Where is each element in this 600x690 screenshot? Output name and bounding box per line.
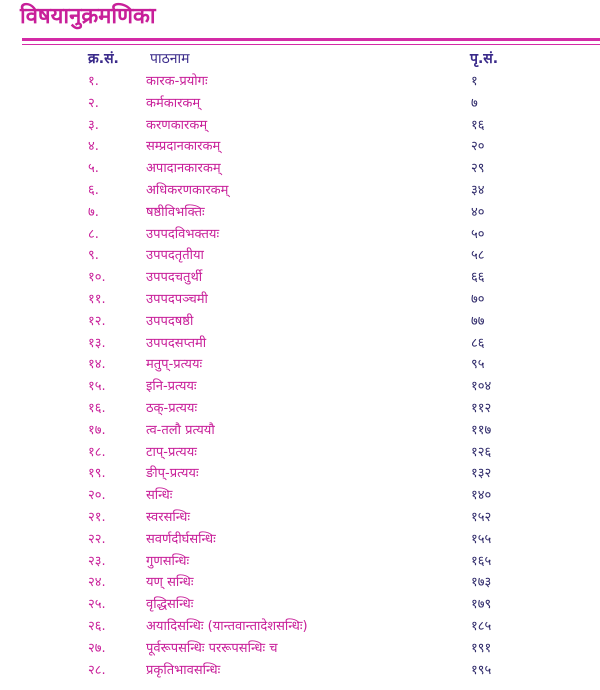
page-number: १३२ <box>471 466 492 482</box>
serial-number: २. <box>88 95 99 111</box>
lesson-name: अपादानकारकम् <box>146 161 221 177</box>
serial-number: २२. <box>88 531 106 547</box>
list-item[interactable] <box>0 376 600 398</box>
page-title: विषयानुक्रमणिका <box>20 4 156 29</box>
page-number: ३४ <box>471 182 485 198</box>
page-number: ६६ <box>471 270 485 286</box>
serial-number: १३. <box>88 335 106 351</box>
list-item[interactable] <box>0 289 600 311</box>
list-item[interactable] <box>0 71 600 93</box>
serial-number: १७. <box>88 422 106 438</box>
page-number: ५० <box>471 226 485 242</box>
page-number: १२६ <box>471 444 492 460</box>
contents-list <box>0 71 600 681</box>
list-item[interactable] <box>0 311 600 333</box>
list-item[interactable] <box>0 158 600 180</box>
serial-number: २४. <box>88 575 106 591</box>
page-number: ७७ <box>471 313 485 329</box>
serial-number: २३. <box>88 553 106 569</box>
header-lesson-name: पाठनाम <box>150 51 190 67</box>
title-underline-thin <box>22 44 600 45</box>
lesson-name: कारक-प्रयोगः <box>146 74 208 89</box>
page-number: १६ <box>471 117 485 133</box>
list-item[interactable] <box>0 224 600 246</box>
page-number: ११७ <box>471 422 492 438</box>
list-item[interactable] <box>0 136 600 158</box>
lesson-name: इनि-प्रत्ययः <box>146 379 197 395</box>
serial-number: १९. <box>88 466 106 482</box>
serial-number: ९. <box>88 248 99 264</box>
serial-number: २१. <box>88 509 106 525</box>
lesson-name: षष्ठीविभक्तिः <box>146 204 205 220</box>
lesson-name: ठक्-प्रत्ययः <box>146 400 198 416</box>
lesson-name: करणकारकम् <box>146 117 208 133</box>
lesson-name: यण् सन्धिः <box>146 575 194 591</box>
list-item[interactable] <box>0 354 600 376</box>
lesson-name: वृद्धिसन्धिः <box>146 597 194 613</box>
list-item[interactable] <box>0 660 600 682</box>
lesson-name: स्वरसन्धिः <box>146 509 190 525</box>
page-number: ९५ <box>471 357 485 373</box>
list-item[interactable] <box>0 202 600 224</box>
page-number: १९५ <box>471 662 492 678</box>
page-number: १५५ <box>471 531 492 547</box>
list-item[interactable] <box>0 507 600 529</box>
list-item[interactable] <box>0 442 600 464</box>
page-number: ७० <box>471 291 485 307</box>
serial-number: १६. <box>88 400 106 416</box>
lesson-name: उपपदतृतीया <box>146 248 204 264</box>
header-page-number: पृ.सं. <box>470 51 499 67</box>
list-item[interactable] <box>0 93 600 115</box>
serial-number: १०. <box>88 270 106 286</box>
page-number: १९१ <box>471 640 492 656</box>
list-item[interactable] <box>0 245 600 267</box>
list-item[interactable] <box>0 267 600 289</box>
title-underline <box>22 38 600 41</box>
lesson-name: उपपदविभक्तयः <box>146 226 220 242</box>
list-item[interactable] <box>0 333 600 355</box>
page-number: २० <box>471 139 485 155</box>
lesson-name: प्रकृतिभावसन्धिः <box>146 662 221 678</box>
serial-number: १५. <box>88 379 106 395</box>
list-item[interactable] <box>0 180 600 202</box>
serial-number: ७. <box>88 204 99 220</box>
page-number: ४० <box>471 204 485 220</box>
lesson-name: ङीप्-प्रत्ययः <box>146 466 199 482</box>
serial-number: ३. <box>88 117 99 133</box>
serial-number: ११. <box>88 291 106 307</box>
lesson-name: अयादिसन्धिः (यान्तवान्तादेशसन्धिः) <box>146 618 308 634</box>
lesson-name: त्व-तलौ प्रत्ययौ <box>146 422 215 438</box>
serial-number: १४. <box>88 357 106 373</box>
page-number: १७३ <box>471 575 492 591</box>
lesson-name: सम्प्रदानकारकम् <box>146 139 221 155</box>
page-number: ७ <box>471 95 478 111</box>
serial-number: १२. <box>88 313 106 329</box>
list-item[interactable] <box>0 485 600 507</box>
page-number: १ <box>471 74 478 89</box>
list-item[interactable] <box>0 616 600 638</box>
page-number: १०४ <box>471 379 492 395</box>
page-number: ५८ <box>471 248 485 264</box>
page-number: १६५ <box>471 553 492 569</box>
serial-number: २८. <box>88 662 106 678</box>
list-item[interactable] <box>0 529 600 551</box>
serial-number: ४. <box>88 139 99 155</box>
list-item[interactable] <box>0 420 600 442</box>
lesson-name: उपपदषष्ठी <box>146 313 194 329</box>
lesson-name: अधिकरणकारकम् <box>146 182 229 198</box>
serial-number: ८. <box>88 226 99 242</box>
page-number: ११२ <box>471 400 492 416</box>
lesson-name: उपपदचतुर्थी <box>146 270 203 286</box>
list-item[interactable] <box>0 115 600 137</box>
header-serial-number: क्र.सं. <box>88 51 119 67</box>
list-item[interactable] <box>0 463 600 485</box>
list-item[interactable] <box>0 398 600 420</box>
serial-number: २५. <box>88 597 106 613</box>
lesson-name: सवर्णदीर्घसन्धिः <box>146 531 216 547</box>
list-item[interactable] <box>0 638 600 660</box>
page-number: १७९ <box>471 597 492 613</box>
lesson-name: उपपदपञ्चमी <box>146 291 208 307</box>
lesson-name: मतुप्-प्रत्ययः <box>146 357 203 373</box>
page-number: १४० <box>471 488 492 504</box>
lesson-name: टाप्-प्रत्ययः <box>146 444 197 460</box>
list-item[interactable] <box>0 551 600 573</box>
lesson-name: कर्मकारकम् <box>146 95 201 111</box>
list-item[interactable] <box>0 572 600 594</box>
serial-number: ५. <box>88 161 99 177</box>
serial-number: ६. <box>88 182 99 198</box>
serial-number: २०. <box>88 488 106 504</box>
page-number: ८६ <box>471 335 485 351</box>
page-number: १८५ <box>471 618 492 634</box>
page-number: १५२ <box>471 509 492 525</box>
list-item[interactable] <box>0 594 600 616</box>
serial-number: २७. <box>88 640 106 656</box>
lesson-name: सन्धिः <box>146 488 173 504</box>
page-number: २९ <box>471 161 485 177</box>
serial-number: २६. <box>88 618 106 634</box>
serial-number: १८. <box>88 444 106 460</box>
lesson-name: पूर्वरूपसन्धिः पररूपसन्धिः च <box>146 640 278 656</box>
lesson-name: उपपदसप्तमी <box>146 335 207 351</box>
serial-number: १. <box>88 74 99 89</box>
lesson-name: गुणसन्धिः <box>146 553 190 569</box>
